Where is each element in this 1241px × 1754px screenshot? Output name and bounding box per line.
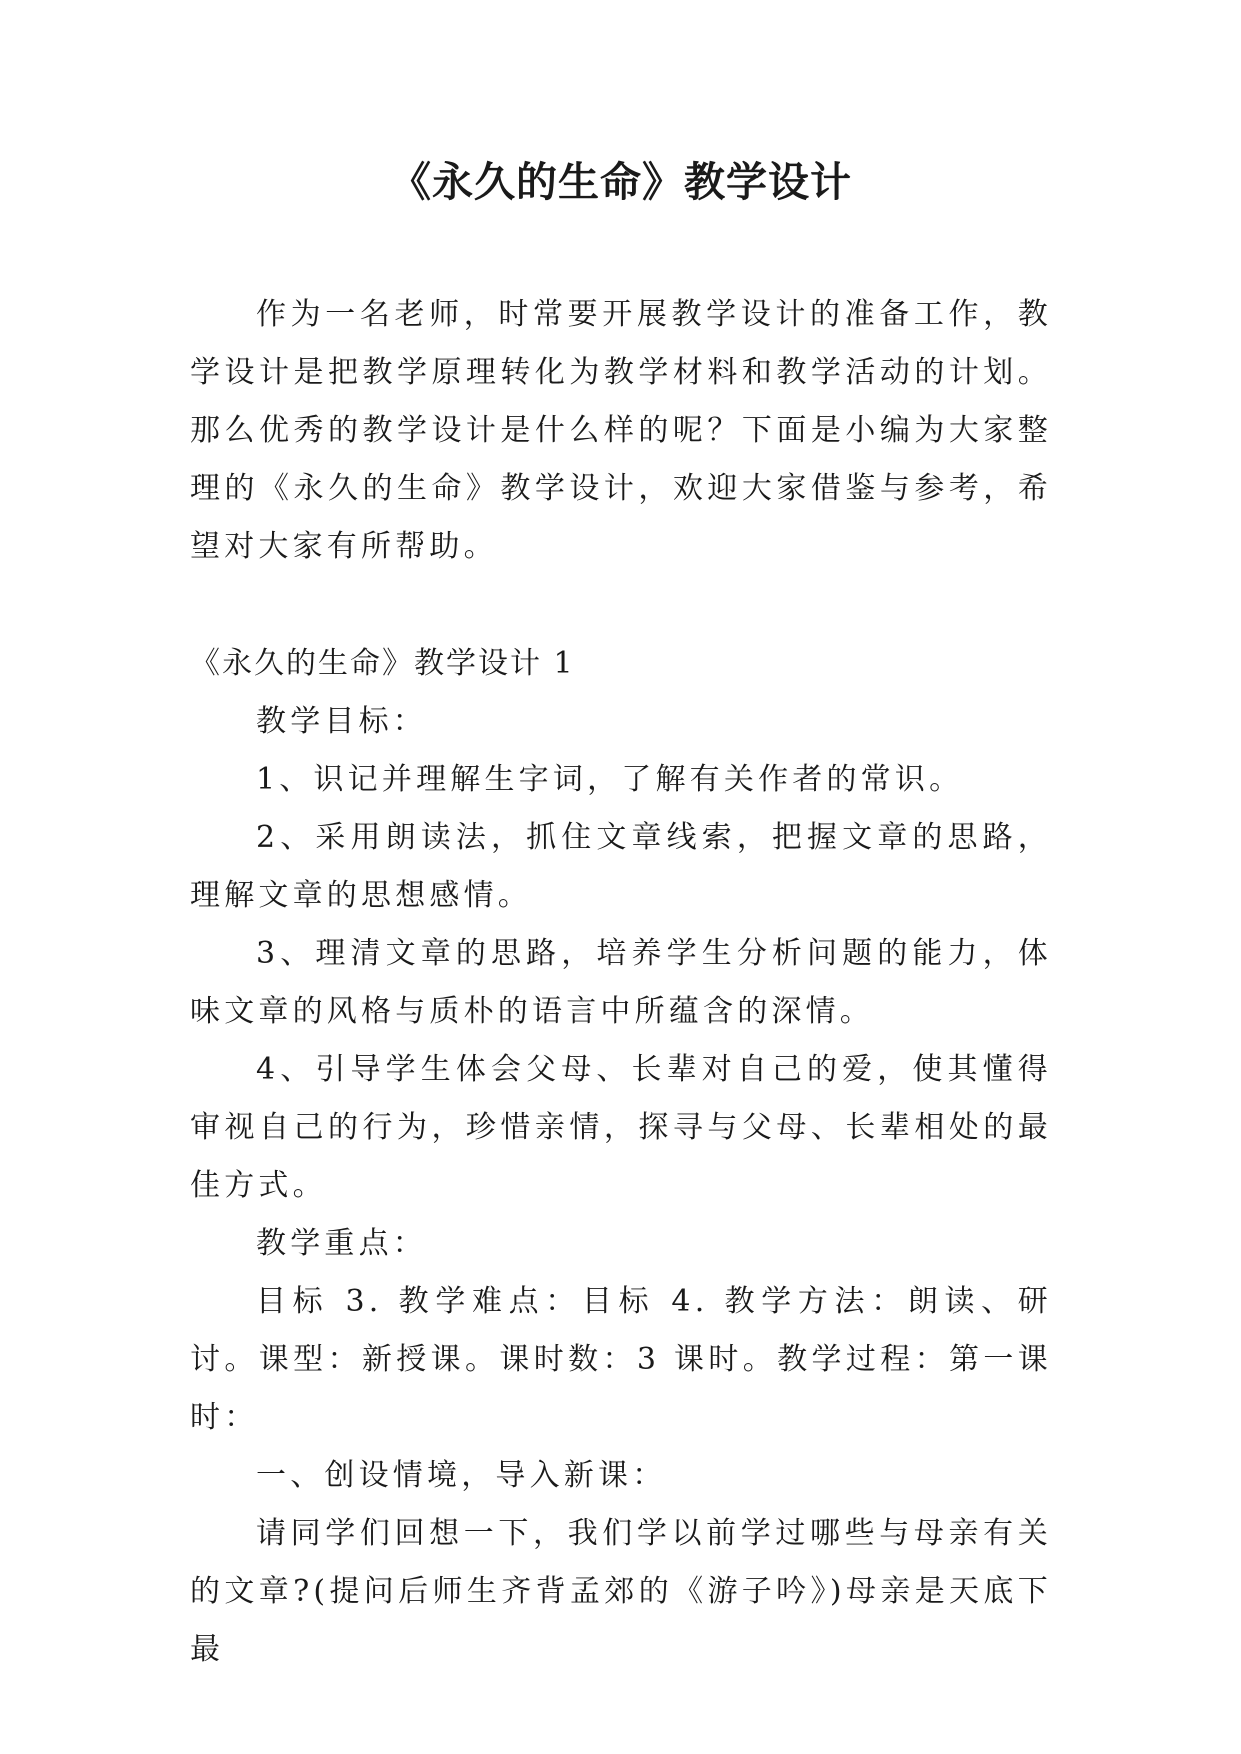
intro-paragraph: 作为一名老师，时常要开展教学设计的准备工作，教学设计是把教学原理转化为教学材料和教学活动的计划。那么优秀的教学设计是什么样的呢？下面是小编为大家整理的《永久的生命》教学设计，欢迎大家借鉴与参考，希望对大家有所帮助。 bbox=[190, 297, 1052, 564]
section-body bbox=[190, 635, 1052, 1679]
teaching-details: 目标 3. 教学难点：目标 4. 教学方法：朗读、研讨。课型：新授课。课时数：3 课时。教学过程：第一课时： bbox=[190, 1284, 1052, 1435]
goal-item-4: 4、引导学生体会父母、长辈对自己的爱，使其懂得审视自己的行为，珍惜亲情，探寻与父母、长辈相处的最佳方式。 bbox=[190, 1052, 1052, 1203]
section-title: 《永久的生命》教学设计 1 bbox=[190, 646, 575, 681]
goal-item-1: 1、识记并理解生字词，了解有关作者的常识。 bbox=[256, 762, 964, 797]
goal-item-2: 2、采用朗读法，抓住文章线索，把握文章的思路，理解文章的思想感情。 bbox=[190, 820, 1052, 913]
step-heading-1: 一、创设情境，导入新课： bbox=[256, 1458, 667, 1493]
heading-teaching-focus: 教学重点： bbox=[256, 1226, 427, 1261]
heading-teaching-goals: 教学目标： bbox=[256, 704, 427, 739]
document-title: 《永久的生命》教学设计 bbox=[390, 158, 852, 206]
step-1-text: 请同学们回想一下，我们学以前学过哪些与母亲有关的文章?(提问后师生齐背孟郊的《游子吟》)母亲是天底下最 bbox=[190, 1516, 1052, 1667]
goal-item-3: 3、理清文章的思路，培养学生分析问题的能力，体味文章的风格与质朴的语言中所蕴含的深情。 bbox=[190, 936, 1052, 1029]
